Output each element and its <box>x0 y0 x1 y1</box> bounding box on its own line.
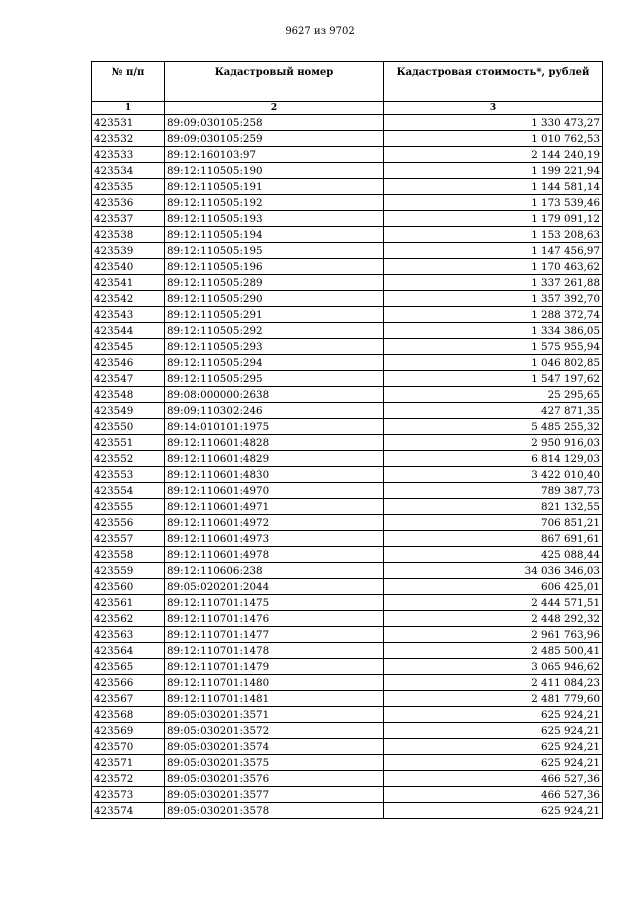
table-row <box>92 355 603 371</box>
table-row <box>92 451 603 467</box>
table-row <box>92 675 603 691</box>
row-number-cell: 423540 <box>92 259 165 275</box>
table-row <box>92 659 603 675</box>
table-row <box>92 547 603 563</box>
table-row <box>92 339 603 355</box>
row-number-cell: 423538 <box>92 227 165 243</box>
table-row <box>92 291 603 307</box>
table-row <box>92 643 603 659</box>
cadastral-value-cell: 2 961 763,96 <box>384 627 603 643</box>
cadastral-number-cell: 89:12:110505:289 <box>165 275 384 291</box>
cadastral-value-cell: 1 357 392,70 <box>384 291 603 307</box>
cadastral-number-cell: 89:05:030201:3571 <box>165 707 384 723</box>
table-row <box>92 115 603 131</box>
row-number-cell: 423542 <box>92 291 165 307</box>
table-row <box>92 563 603 579</box>
cadastral-value-cell: 625 924,21 <box>384 723 603 739</box>
cadastral-number-cell: 89:05:020201:2044 <box>165 579 384 595</box>
table-row <box>92 531 603 547</box>
cadastral-number-cell: 89:05:030201:3575 <box>165 755 384 771</box>
row-number-cell: 423572 <box>92 771 165 787</box>
cadastral-number-cell: 89:12:160103:97 <box>165 147 384 163</box>
cadastral-number-cell: 89:12:110601:4971 <box>165 499 384 515</box>
cadastral-value-cell: 1 170 463,62 <box>384 259 603 275</box>
table-row <box>92 195 603 211</box>
cadastral-value-cell: 625 924,21 <box>384 739 603 755</box>
cadastral-value-cell: 1 010 762,53 <box>384 131 603 147</box>
cadastral-value-cell: 625 924,21 <box>384 707 603 723</box>
table-row <box>92 707 603 723</box>
table-row <box>92 787 603 803</box>
table-row <box>92 467 603 483</box>
cadastral-number-cell: 89:14:010101:1975 <box>165 419 384 435</box>
row-number-cell: 423562 <box>92 611 165 627</box>
cadastral-value-cell: 425 088,44 <box>384 547 603 563</box>
cadastral-value-cell: 1 288 372,74 <box>384 307 603 323</box>
cadastral-value-cell: 1 575 955,94 <box>384 339 603 355</box>
cadastral-number-cell: 89:12:110701:1481 <box>165 691 384 707</box>
cadastral-value-cell: 5 485 255,32 <box>384 419 603 435</box>
row-number-cell: 423554 <box>92 483 165 499</box>
cadastral-value-cell: 2 144 240,19 <box>384 147 603 163</box>
table-row <box>92 803 603 819</box>
cadastral-value-cell: 1 179 091,12 <box>384 211 603 227</box>
row-number-cell: 423557 <box>92 531 165 547</box>
row-number-cell: 423544 <box>92 323 165 339</box>
cadastral-number-cell: 89:12:110701:1476 <box>165 611 384 627</box>
cadastral-value-cell: 34 036 346,03 <box>384 563 603 579</box>
cadastral-value-cell: 1 330 473,27 <box>384 115 603 131</box>
row-number-cell: 423535 <box>92 179 165 195</box>
cadastral-number-cell: 89:12:110505:295 <box>165 371 384 387</box>
table-row <box>92 627 603 643</box>
row-number-cell: 423574 <box>92 803 165 819</box>
cadastral-value-cell: 625 924,21 <box>384 755 603 771</box>
page-header: 9627 из 9702 <box>285 26 355 37</box>
table-row <box>92 483 603 499</box>
table-row <box>92 611 603 627</box>
row-number-cell: 423549 <box>92 403 165 419</box>
row-number-cell: 423560 <box>92 579 165 595</box>
cadastral-number-cell: 89:05:030201:3576 <box>165 771 384 787</box>
cadastral-value-cell: 1 337 261,88 <box>384 275 603 291</box>
cadastral-value-cell: 427 871,35 <box>384 403 603 419</box>
cadastral-value-cell: 867 691,61 <box>384 531 603 547</box>
cadastral-value-cell: 1 046 802,85 <box>384 355 603 371</box>
row-number-cell: 423571 <box>92 755 165 771</box>
row-number-cell: 423533 <box>92 147 165 163</box>
table-row <box>92 147 603 163</box>
cadastral-number-cell: 89:12:110505:294 <box>165 355 384 371</box>
row-number-cell: 423552 <box>92 451 165 467</box>
cadastral-number-cell: 89:12:110505:193 <box>165 211 384 227</box>
row-number-cell: 423548 <box>92 387 165 403</box>
row-number-cell: 423550 <box>92 419 165 435</box>
cadastral-value-cell: 2 411 084,23 <box>384 675 603 691</box>
table-row <box>92 595 603 611</box>
row-number-cell: 423553 <box>92 467 165 483</box>
table-row <box>92 691 603 707</box>
table-column-numbers-row <box>92 102 603 115</box>
row-number-cell: 423565 <box>92 659 165 675</box>
table-row <box>92 275 603 291</box>
column-number-2: 2 <box>165 102 384 115</box>
cadastral-number-cell: 89:12:110505:194 <box>165 227 384 243</box>
cadastral-number-cell: 89:12:110505:292 <box>165 323 384 339</box>
table-row <box>92 163 603 179</box>
cadastral-number-cell: 89:08:000000:2638 <box>165 387 384 403</box>
row-number-cell: 423563 <box>92 627 165 643</box>
table-row <box>92 227 603 243</box>
cadastral-value-cell: 606 425,01 <box>384 579 603 595</box>
cadastral-number-cell: 89:12:110505:291 <box>165 307 384 323</box>
row-number-cell: 423532 <box>92 131 165 147</box>
header-cadastral-number: Кадастровый номер <box>165 62 384 102</box>
cadastral-value-table <box>91 61 603 819</box>
cadastral-value-cell: 3 065 946,62 <box>384 659 603 675</box>
table-row <box>92 323 603 339</box>
cadastral-value-cell: 821 132,55 <box>384 499 603 515</box>
cadastral-value-cell: 625 924,21 <box>384 803 603 819</box>
table-row <box>92 579 603 595</box>
cadastral-number-cell: 89:05:030201:3578 <box>165 803 384 819</box>
row-number-cell: 423551 <box>92 435 165 451</box>
cadastral-value-cell: 1 153 208,63 <box>384 227 603 243</box>
cadastral-value-cell: 3 422 010,40 <box>384 467 603 483</box>
row-number-cell: 423537 <box>92 211 165 227</box>
row-number-cell: 423536 <box>92 195 165 211</box>
row-number-cell: 423556 <box>92 515 165 531</box>
row-number-cell: 423531 <box>92 115 165 131</box>
cadastral-number-cell: 89:12:110701:1475 <box>165 595 384 611</box>
table-row <box>92 419 603 435</box>
table-row <box>92 755 603 771</box>
row-number-cell: 423545 <box>92 339 165 355</box>
table-row <box>92 499 603 515</box>
table-row <box>92 131 603 147</box>
cadastral-number-cell: 89:12:110601:4970 <box>165 483 384 499</box>
table-row <box>92 307 603 323</box>
cadastral-number-cell: 89:12:110505:196 <box>165 259 384 275</box>
row-number-cell: 423534 <box>92 163 165 179</box>
header-row-number: № п/п <box>92 62 165 102</box>
cadastral-number-cell: 89:12:110505:195 <box>165 243 384 259</box>
cadastral-number-cell: 89:09:110302:246 <box>165 403 384 419</box>
cadastral-value-cell: 1 144 581,14 <box>384 179 603 195</box>
cadastral-number-cell: 89:09:030105:259 <box>165 131 384 147</box>
cadastral-number-cell: 89:12:110505:191 <box>165 179 384 195</box>
cadastral-value-cell: 466 527,36 <box>384 771 603 787</box>
cadastral-value-cell: 2 444 571,51 <box>384 595 603 611</box>
row-number-cell: 423567 <box>92 691 165 707</box>
table-row <box>92 259 603 275</box>
cadastral-number-cell: 89:12:110505:192 <box>165 195 384 211</box>
table-row <box>92 723 603 739</box>
cadastral-number-cell: 89:12:110606:238 <box>165 563 384 579</box>
row-number-cell: 423561 <box>92 595 165 611</box>
cadastral-number-cell: 89:12:110505:293 <box>165 339 384 355</box>
row-number-cell: 423546 <box>92 355 165 371</box>
cadastral-value-cell: 1 334 386,05 <box>384 323 603 339</box>
cadastral-value-cell: 1 547 197,62 <box>384 371 603 387</box>
row-number-cell: 423564 <box>92 643 165 659</box>
cadastral-number-cell: 89:12:110701:1480 <box>165 675 384 691</box>
cadastral-number-cell: 89:12:110505:290 <box>165 291 384 307</box>
cadastral-number-cell: 89:12:110601:4829 <box>165 451 384 467</box>
table-row <box>92 403 603 419</box>
row-number-cell: 423547 <box>92 371 165 387</box>
table-row <box>92 435 603 451</box>
table-row <box>92 739 603 755</box>
cadastral-value-cell: 2 485 500,41 <box>384 643 603 659</box>
cadastral-value-cell: 789 387,73 <box>384 483 603 499</box>
cadastral-value-cell: 2 481 779,60 <box>384 691 603 707</box>
cadastral-number-cell: 89:12:110701:1479 <box>165 659 384 675</box>
row-number-cell: 423559 <box>92 563 165 579</box>
cadastral-value-cell: 2 448 292,32 <box>384 611 603 627</box>
cadastral-value-cell: 1 199 221,94 <box>384 163 603 179</box>
table-row <box>92 179 603 195</box>
table-row <box>92 387 603 403</box>
row-number-cell: 423539 <box>92 243 165 259</box>
cadastral-number-cell: 89:05:030201:3572 <box>165 723 384 739</box>
table-row <box>92 243 603 259</box>
cadastral-number-cell: 89:12:110601:4978 <box>165 547 384 563</box>
table-row <box>92 771 603 787</box>
row-number-cell: 423569 <box>92 723 165 739</box>
table-row <box>92 211 603 227</box>
column-number-3: 3 <box>384 102 603 115</box>
row-number-cell: 423558 <box>92 547 165 563</box>
cadastral-number-cell: 89:12:110701:1478 <box>165 643 384 659</box>
row-number-cell: 423541 <box>92 275 165 291</box>
cadastral-number-cell: 89:12:110701:1477 <box>165 627 384 643</box>
cadastral-value-cell: 466 527,36 <box>384 787 603 803</box>
table-row <box>92 371 603 387</box>
row-number-cell: 423555 <box>92 499 165 515</box>
row-number-cell: 423573 <box>92 787 165 803</box>
cadastral-number-cell: 89:05:030201:3577 <box>165 787 384 803</box>
row-number-cell: 423568 <box>92 707 165 723</box>
row-number-cell: 423570 <box>92 739 165 755</box>
cadastral-value-cell: 2 950 916,03 <box>384 435 603 451</box>
cadastral-number-cell: 89:12:110601:4972 <box>165 515 384 531</box>
cadastral-value-cell: 25 295,65 <box>384 387 603 403</box>
cadastral-value-cell: 706 851,21 <box>384 515 603 531</box>
table-header-row <box>92 62 603 102</box>
row-number-cell: 423543 <box>92 307 165 323</box>
table-row <box>92 515 603 531</box>
table-body <box>92 115 603 819</box>
cadastral-number-cell: 89:09:030105:258 <box>165 115 384 131</box>
row-number-cell: 423566 <box>92 675 165 691</box>
cadastral-value-cell: 1 173 539,46 <box>384 195 603 211</box>
cadastral-number-cell: 89:05:030201:3574 <box>165 739 384 755</box>
cadastral-number-cell: 89:12:110601:4973 <box>165 531 384 547</box>
cadastral-number-cell: 89:12:110601:4830 <box>165 467 384 483</box>
cadastral-number-cell: 89:12:110601:4828 <box>165 435 384 451</box>
cadastral-value-cell: 6 814 129,03 <box>384 451 603 467</box>
cadastral-number-cell: 89:12:110505:190 <box>165 163 384 179</box>
cadastral-value-cell: 1 147 456,97 <box>384 243 603 259</box>
header-cadastral-value: Кадастровая стоимость*, рублей <box>384 62 603 102</box>
column-number-1: 1 <box>92 102 165 115</box>
